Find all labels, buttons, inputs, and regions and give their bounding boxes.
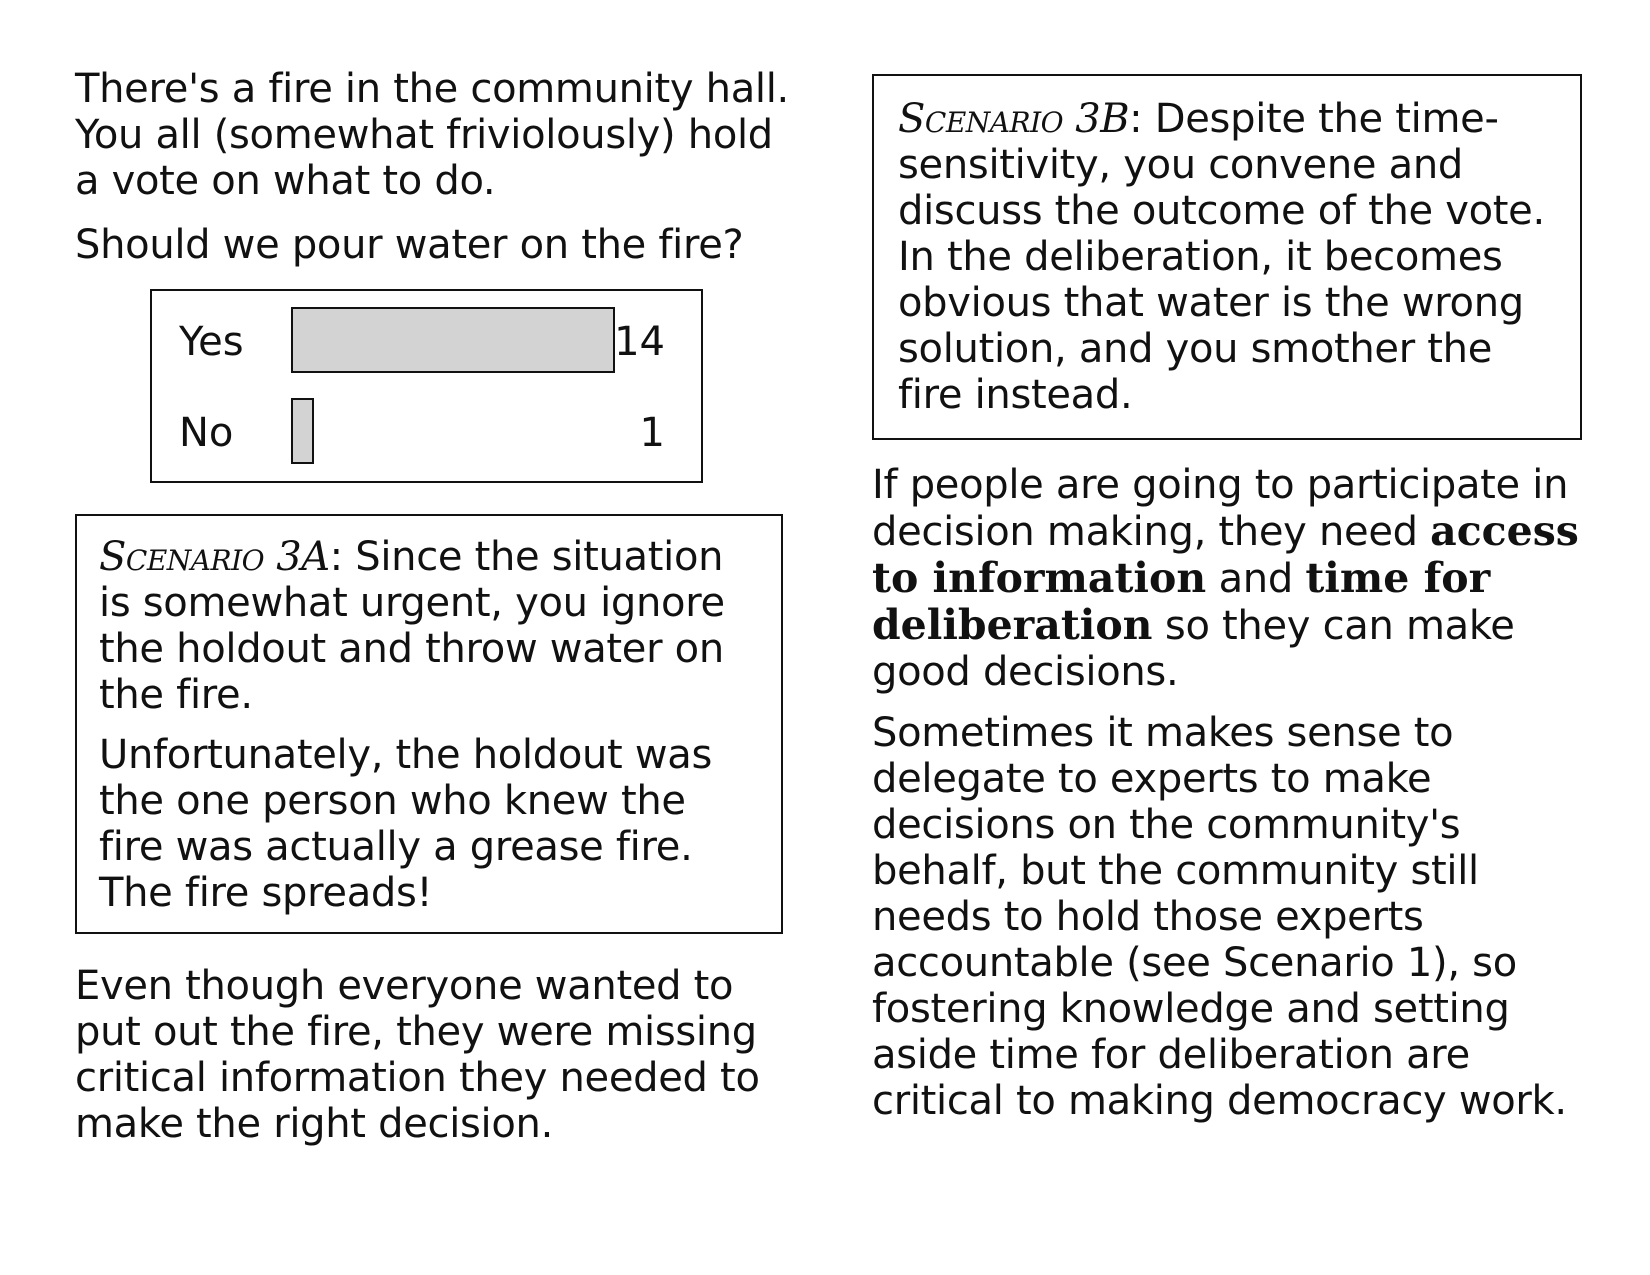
- scenario-3a-tag: Scenario 3A: [99, 534, 330, 580]
- participation-text-a: If people are going to participate in decision making, they need: [872, 462, 1569, 555]
- poll-option-count: 14: [614, 319, 665, 365]
- poll-row-yes: [152, 307, 701, 377]
- poll-results-box: [150, 289, 703, 483]
- participation-paragraph: [872, 462, 1592, 695]
- participation-text-b: and: [1206, 556, 1306, 602]
- emphasis-access-to-information: access to information: [872, 507, 1579, 602]
- scenario-3a-text: : Since the situation is somewhat urgent, you ignore the holdout and throw water on the fire.: [99, 534, 725, 718]
- scenario-3a-paragraph: [99, 534, 759, 718]
- poll-bar-no: [291, 398, 314, 464]
- poll-bar-yes: [291, 307, 615, 373]
- poll-bar-track: [291, 307, 615, 373]
- scenario-3a-followup: Unfortunately, the holdout was the one person who knew the fire was actually a grease fire. The fire spreads!: [99, 732, 713, 916]
- scenario-3b-tag: Scenario 3B: [898, 96, 1130, 142]
- emphasis-time-for-deliberation: time for deliberation: [872, 554, 1491, 649]
- poll-row-no: [152, 398, 701, 468]
- scenario-3b-box: [872, 74, 1582, 440]
- scenario-3b-paragraph: [898, 96, 1558, 418]
- intro-paragraph: There's a fire in the community hall. You all (somewhat friviolously) hold a vote on what to do.: [75, 66, 789, 204]
- poll-option-count: 1: [639, 410, 665, 456]
- scenario-3b-text: : Despite the time-sensitivity, you convene and discuss the outcome of the vote. In the deliberation, it becomes obvious that water is the wrong solution, and you smother the fire instead.: [898, 96, 1545, 418]
- poll-question: Should we pour water on the fire?: [75, 222, 744, 268]
- conclusion-paragraph: Even though everyone wanted to put out the fire, they were missing critical information they needed to make the right decision.: [75, 963, 760, 1147]
- delegation-paragraph: Sometimes it makes sense to delegate to experts to make decisions on the community's behalf, but the community still needs to hold those experts accountable (see Scenario 1), so fostering knowledge and setting aside time for deliberation are critical to making democracy work.: [872, 710, 1567, 1124]
- poll-option-label: No: [179, 410, 234, 456]
- scenario-3a-box: [75, 514, 783, 934]
- poll-option-label: Yes: [179, 319, 244, 365]
- poll-bar-track: [291, 398, 615, 464]
- participation-text-c: so they can make good decisions.: [872, 603, 1515, 695]
